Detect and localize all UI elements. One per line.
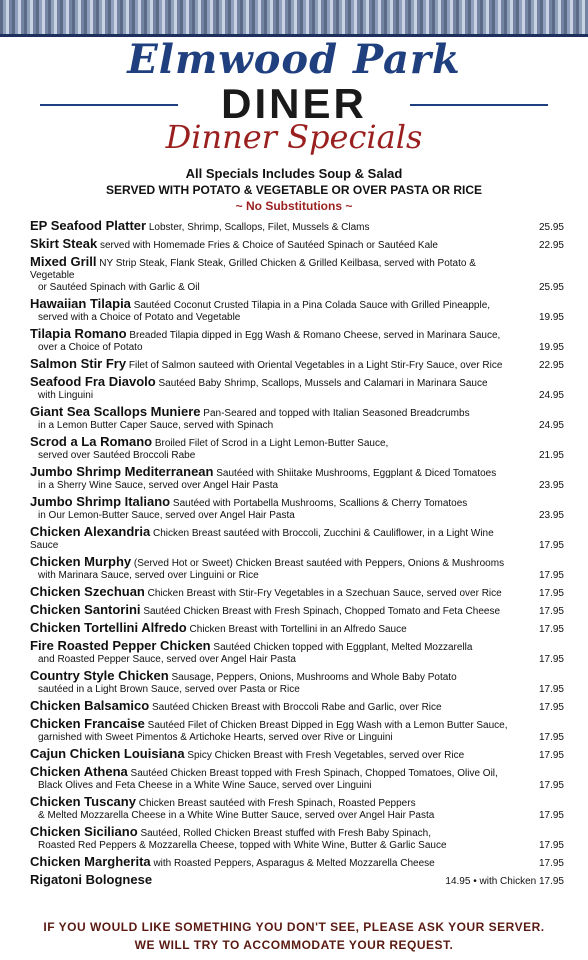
menu-item (30, 356, 564, 372)
menu-item (30, 698, 564, 714)
menu-item-name: Chicken Santorini (30, 602, 141, 617)
menu-item (30, 824, 564, 852)
menu-item-description: Spicy Chicken Breast with Fresh Vegetables, served over Rice (187, 750, 465, 761)
menu-item-name: Chicken Francaise (30, 716, 145, 731)
menu-item-description: Sautéed with Portabella Mushrooms, Scallions & Cherry Tomatoes (172, 498, 468, 509)
menu-item-name: Chicken Athena (30, 764, 128, 779)
menu-item-price: 17.95 (538, 732, 564, 743)
menu-item-description: Sautéed Coconut Crusted Tilapia in a Pina Colada Sauce with Grilled Pineapple, (133, 300, 491, 311)
menu-header (0, 34, 588, 162)
menu-item-description: Chicken Breast sautéed with Fresh Spinach, Roasted Peppers (138, 798, 416, 809)
menu-item (30, 638, 564, 666)
menu-item-description-cont: with Marinara Sauce, served over Linguini or Rice (38, 570, 259, 581)
menu-item (30, 434, 564, 462)
menu-item (30, 254, 564, 294)
menu-item-description-cont: served over Sautéed Broccoli Rabe (38, 450, 196, 461)
menu-item-description: (Served Hot or Sweet) Chicken Breast sautéed with Peppers, Onions & Mushrooms (133, 558, 505, 569)
menu-item (30, 668, 564, 696)
menu-item-price: 14.95 (445, 876, 471, 887)
menu-item-name: Chicken Alexandria (30, 524, 151, 539)
menu-item-description-cont: in Our Lemon-Butter Sauce, served over Angel Hair Pasta (38, 510, 295, 521)
menu-item-description: served with Homemade Fries & Choice of Sautéed Spinach or Sautéed Kale (99, 240, 438, 251)
menu-item-description: Sautéed, Rolled Chicken Breast stuffed with Fresh Baby Spinach, (140, 828, 431, 839)
menu-item (30, 746, 564, 762)
menu-item-description-cont: in a Sherry Wine Sauce, served over Angel Hair Pasta (38, 480, 279, 491)
menu-item-description-cont: or Sautéed Spinach with Garlic & Oil (38, 282, 200, 293)
menu-item (30, 494, 564, 522)
menu-item-description: Chicken Breast sautéed with Broccoli, Zucchini & Cauliflower, in a Light Wine Sauce (30, 528, 494, 551)
menu-section-title: Dinner Specials (165, 118, 423, 156)
menu-item-description: Breaded Tilapia dipped in Egg Wash & Romano Cheese, served in Marinara Sauce, (129, 330, 501, 341)
menu-item-price: 22.95 (538, 240, 564, 251)
menu-item-description: with Roasted Peppers, Asparagus & Melted Mozzarella Cheese (153, 858, 435, 869)
menu-item-price: 17.95 (538, 702, 564, 713)
menu-item-name: Mixed Grill (30, 254, 97, 269)
footer-line-1: IF YOU WOULD LIKE SOMETHING YOU DON'T SEE, PLEASE ASK YOUR SERVER. (43, 920, 545, 934)
menu-item-description-cont: and Roasted Pepper Sauce, served over Angel Hair Pasta (38, 654, 296, 665)
menu-item (30, 404, 564, 432)
menu-item-name: Chicken Siciliano (30, 824, 138, 839)
menu-item-description: Filet of Salmon sauteed with Oriental Vegetables in a Light Stir-Fry Sauce, over Rice (128, 360, 503, 371)
menu-item-description: Sautéed Chicken Breast topped with Fresh Spinach, Chopped Tomatoes, Olive Oil, (130, 768, 498, 779)
menu-item (30, 464, 564, 492)
menu-item-description: Sautéed Chicken Breast with Broccoli Rabe and Garlic, over Rice (152, 702, 442, 713)
menu-list (30, 218, 564, 890)
menu-item-description-cont: served with a Choice of Potato and Vegetable (38, 312, 241, 323)
footer-note (0, 918, 588, 954)
menu-item-description-cont: Roasted Red Peppers & Mozzarella Cheese, topped with White Wine, Butter & Garlic Sauce (38, 840, 447, 851)
menu-item-description: Sautéed Baby Shrimp, Scallops, Mussels and Calamari in Marinara Sauce (158, 378, 488, 389)
footer-line-2: WE WILL TRY TO ACCOMMODATE YOUR REQUEST. (134, 938, 454, 952)
menu-item-name: Hawaiian Tilapia (30, 296, 131, 311)
brand-name-script: Elmwood Park (127, 36, 461, 83)
menu-item-name: Chicken Tortellini Alfredo (30, 620, 187, 635)
menu-item-name: Chicken Szechuan (30, 584, 145, 599)
menu-item-name: Chicken Balsamico (30, 698, 150, 713)
menu-item-description: Broiled Filet of Scrod in a Light Lemon-Butter Sauce, (154, 438, 389, 449)
menu-item-name: Jumbo Shrimp Italiano (30, 494, 171, 509)
menu-item-name: Salmon Stir Fry (30, 356, 127, 371)
menu-item-name: Chicken Tuscany (30, 794, 136, 809)
menu-item-price: 19.95 (538, 342, 564, 353)
menu-item-name: Fire Roasted Pepper Chicken (30, 638, 211, 653)
menu-item-name: Rigatoni Bolognese (30, 872, 153, 887)
menu-item-price: 17.95 (538, 840, 564, 851)
menu-item-price: 17.95 (538, 750, 564, 761)
menu-item-price: 17.95 (538, 570, 564, 581)
menu-item-price: 17.95 (538, 624, 564, 635)
menu-item-price: 19.95 (538, 312, 564, 323)
menu-item-price-with-chicken: • with Chicken 17.95 (473, 876, 564, 887)
intro-line-soup-salad: All Specials Includes Soup & Salad (185, 166, 403, 181)
menu-item-description-cont: in a Lemon Butter Caper Sauce, served with Spinach (38, 420, 274, 431)
intro-line-served-with: SERVED WITH POTATO & VEGETABLE OR OVER PASTA OR RICE (105, 183, 483, 197)
menu-item-description-cont: sautéed in a Light Brown Sauce, served over Pasta or Rice (38, 684, 300, 695)
menu-item-price: 17.95 (538, 606, 564, 617)
menu-item-price: 23.95 (538, 480, 564, 491)
menu-item-price: 17.95 (538, 858, 564, 869)
menu-item-price: 21.95 (538, 450, 564, 461)
menu-item-name: Skirt Steak (30, 236, 98, 251)
intro-notes (0, 166, 588, 214)
menu-item-description: Sautéed with Shiitake Mushrooms, Eggplant & Diced Tomatoes (216, 468, 497, 479)
menu-item-price: 25.95 (538, 222, 564, 233)
menu-item-description: Sautéed Filet of Chicken Breast Dipped in Egg Wash with a Lemon Butter Sauce, (147, 720, 508, 731)
menu-item (30, 374, 564, 402)
menu-item-description-cont: with Linguini (38, 390, 94, 401)
menu-item-price: 17.95 (538, 780, 564, 791)
menu-item-price: 24.95 (538, 420, 564, 431)
menu-item-name: Chicken Margherita (30, 854, 151, 869)
menu-item-price: 25.95 (538, 282, 564, 293)
menu-item (30, 620, 564, 636)
menu-item-name: Cajun Chicken Louisiana (30, 746, 185, 761)
menu-item-name: Country Style Chicken (30, 668, 169, 683)
menu-item-name: Chicken Murphy (30, 554, 132, 569)
menu-item-name: Seafood Fra Diavolo (30, 374, 156, 389)
menu-item-name: Tilapia Romano (30, 326, 127, 341)
menu-item-rigatoni (30, 872, 564, 888)
menu-item-description-cont: garnished with Sweet Pimentos & Artichoke Hearts, served over Rive or Linguini (38, 732, 393, 743)
decorative-top-band (0, 0, 588, 34)
menu-item (30, 554, 564, 582)
menu-item-price: 24.95 (538, 390, 564, 401)
menu-item-price-options (445, 876, 564, 888)
menu-item-description: Chicken Breast with Stir-Fry Vegetables in a Szechuan Sauce, served over Rice (147, 588, 502, 599)
menu-item (30, 764, 564, 792)
menu-item (30, 326, 564, 354)
menu-item-price: 17.95 (538, 654, 564, 665)
menu-item (30, 854, 564, 870)
menu-item (30, 716, 564, 744)
menu-item-description: Pan-Seared and topped with Italian Seasoned Breadcrumbs (203, 408, 470, 419)
menu-item-description: NY Strip Steak, Flank Steak, Grilled Chicken & Grilled Keilbasa, served with Potato & Vegetable (30, 258, 476, 281)
menu-item (30, 296, 564, 324)
menu-item (30, 524, 564, 552)
menu-item-price: 17.95 (538, 810, 564, 821)
menu-item (30, 584, 564, 600)
menu-item-description: Sausage, Peppers, Onions, Mushrooms and Whole Baby Potato (171, 672, 457, 683)
menu-item-description-cont: & Melted Mozzarella Cheese in a White Wine Butter Sauce, served over Angel Hair Pasta (38, 810, 435, 821)
menu-item-name: EP Seafood Platter (30, 218, 147, 233)
menu-item (30, 794, 564, 822)
menu-item-description: Chicken Breast with Tortellini in an Alfredo Sauce (189, 624, 407, 635)
menu-item-price: 17.95 (538, 588, 564, 599)
menu-item-description-cont: Black Olives and Feta Cheese in a White Wine Sauce, served over Linguini (38, 780, 372, 791)
menu-item-price: 17.95 (538, 540, 564, 551)
intro-line-no-substitutions: ~ No Substitutions ~ (235, 199, 353, 213)
menu-item-description: Sautéed Chicken Breast with Fresh Spinach, Chopped Tomato and Feta Cheese (143, 606, 501, 617)
menu-item-description-cont: over a Choice of Potato (38, 342, 143, 353)
menu-item-name: Giant Sea Scallops Muniere (30, 404, 201, 419)
menu-item-description: Sautéed Chicken topped with Eggplant, Melted Mozzarella (213, 642, 473, 653)
menu-item-price: 23.95 (538, 510, 564, 521)
menu-item (30, 236, 564, 252)
menu-item (30, 218, 564, 234)
menu-item-name: Jumbo Shrimp Mediterranean (30, 464, 214, 479)
menu-item-price: 17.95 (538, 684, 564, 695)
menu-item-price: 22.95 (538, 360, 564, 371)
brand-name-diner: DINER (221, 80, 367, 127)
menu-item (30, 602, 564, 618)
menu-item-description: Lobster, Shrimp, Scallops, Filet, Mussels & Clams (148, 222, 370, 233)
menu-item-name: Scrod a La Romano (30, 434, 153, 449)
